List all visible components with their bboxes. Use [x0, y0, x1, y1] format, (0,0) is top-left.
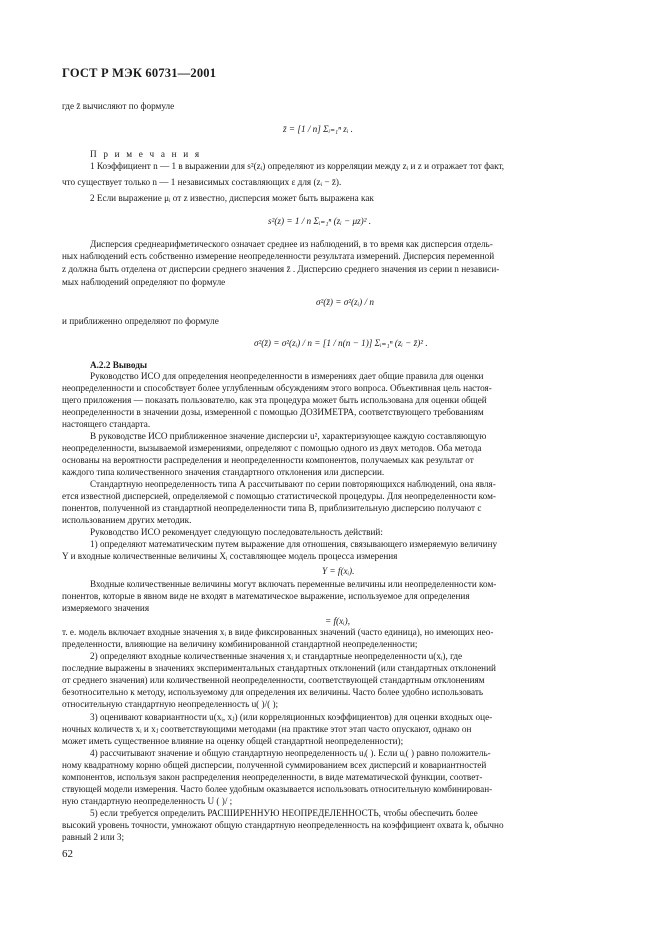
- text-line: мых наблюдений определяют по формуле: [62, 277, 226, 287]
- text-line: пределенности, влияющие на величину комбинированной стандартной неопределенности;: [62, 639, 418, 649]
- formula-mean-variance-approx: σ²(z̄) = σ²(zᵢ) / n = [1 / n(n − 1)] Σᵢ₌₁ⁿ (zᵢ − z̄)² .: [254, 338, 428, 348]
- text-line: может иметь существенное влияние на оценку общей стандартной неопределенности);: [62, 736, 404, 746]
- text-line: неопределенности, вызываемой измерениями, определяют с помощью одного из двух методов. Оба метода: [62, 443, 482, 453]
- text-line: последние выражены в значениях экспериментальных стандартных отклонений (или стандартных отклонений: [62, 663, 496, 673]
- section-heading: А.2.2 Выводы: [90, 360, 148, 370]
- page-header-title: ГОСТ Р МЭК 60731—2001: [62, 66, 217, 80]
- text-line: т. е. модель включает входные значения xᵢ в виде фиксированных значений (часто единица), но имеющих нео-: [62, 627, 494, 637]
- text-line: ному квадратному корню общей дисперсии, полученной суммированием всех дисперсий и ковариантностей: [62, 760, 487, 770]
- text-line: компонентов, используя закон распределения неопределенности, в виде математической функции, соответ-: [62, 772, 483, 782]
- text-line: ночных количеств xᵢ и xⱼ соответствующими методами (на практике этот этап часто опускают, однако он: [62, 724, 472, 734]
- text-line: измеряемого значения: [62, 603, 150, 613]
- text-line: 1) определяют математическим путем выражение для отношения, связывающего измеряемую величину: [90, 539, 498, 549]
- text-line: и приближенно определяют по формуле: [62, 316, 219, 326]
- formula-mean: z̄ = [1 / n] Σᵢ₌₁ⁿ zᵢ .: [283, 124, 353, 134]
- text-line: ется известной дисперсией, определяемой с помощью статистической процедуры. Для неопределенности ком-: [62, 491, 496, 501]
- formula-variance: s²(z) = 1 / n Σᵢ₌₁ⁿ (zᵢ − μz)² .: [268, 216, 372, 226]
- text-line: ную стандартную неопределенность U ( )/ ;: [62, 796, 233, 806]
- text-line: неопределенности в значении дозы, измеренной с помощью ДОЗИМЕТРА, соответствующего требованиям: [62, 407, 484, 417]
- text-line: от среднего значения) или количественной неопределенности, соответствующей стандартным отклонениям: [62, 675, 485, 685]
- text-line: относительную стандартную неопределенность u( )/( );: [62, 699, 279, 709]
- text-line: высокий уровень точности, умножают общую стандартную неопределенность на коэффициент охвата k, обычно: [62, 820, 504, 830]
- text-line: Y и входные количественные величины Xᵢ составляющее модель процесса измерения: [62, 551, 398, 561]
- notes-heading: П р и м е ч а н и я: [90, 149, 202, 159]
- text-line: где z̄ вычисляют по формуле: [62, 101, 175, 111]
- text-line: основаны на вероятности распределения и неопределенности компонентов, получаемых как результат от: [62, 455, 474, 465]
- text-line: 4) рассчитывают значение и общую стандартную неопределенность uᵢ( ). Если uᵢ( ) равно положитель-: [90, 748, 491, 758]
- text-line: понентов, которые в явном виде не входят в математическое выражение, используемое для определения: [62, 591, 470, 601]
- text-line: Руководство ИСО рекомендует следующую последовательность действий:: [90, 527, 383, 537]
- text-line: что существует только n — 1 независимых составляющих ε для (zᵢ − z̄).: [62, 177, 342, 187]
- text-line: настоящего стандарта.: [62, 419, 151, 429]
- text-line: неопределенности и способствует более углубленным обсуждениям этого вопроса. Объективная цель настоя-: [62, 383, 492, 393]
- text-line: использованием других методик.: [62, 515, 192, 525]
- text-line: Дисперсия среднеарифметического означает среднее из наблюдений, в то время как дисперсия отдель-: [90, 239, 493, 249]
- text-line: В руководстве ИСО приближенное значение дисперсии u², характеризующее каждую составляющую: [90, 431, 487, 441]
- formula-model: Y = f(xᵢ).: [322, 566, 355, 576]
- text-line: 2) определяют входные количественные значения xᵢ и стандартные неопределенности u(xᵢ), где: [90, 651, 463, 661]
- text-line: безотносительно к методу, используемому для определения их величины. Часто более удобно использовать: [62, 687, 484, 697]
- formula-model-short: = f(xᵢ),: [325, 616, 350, 626]
- text-line: 2 Если выражение μᵢ от z известно, дисперсия может быть выражена как: [90, 193, 374, 203]
- text-line: ствующей модели измерения. Часто более удобным оказывается использовать относительную комбинирован-: [62, 784, 493, 794]
- text-line: Входные количественные величины могут включать переменные величины или неопределенности ком-: [90, 579, 497, 589]
- page-number: 62: [62, 848, 73, 860]
- text-line: 3) оценивают ковариантности u(xᵢ, xⱼ) (или корреляционных коэффициентов) для оценки входных оце-: [90, 712, 493, 722]
- text-line: каждого типа количественного значения стандартного отклонения или дисперсии.: [62, 467, 385, 477]
- text-line: 1 Коэффициент n — 1 в выражении для s²(zᵢ) определяют из корреляции между zᵢ и z и отражает тот факт,: [90, 161, 505, 171]
- text-line: Стандартную неопределенность типа А рассчитывают по серии повторяющихся наблюдений, она явля-: [90, 479, 496, 489]
- text-line: понентов, полученной из стандартной неопределенности типа В, приблизительную дисперсию получают с: [62, 503, 482, 513]
- text-line: Руководство ИСО для определения неопределенности в измерениях дает общие правила для оценки: [90, 371, 484, 381]
- text-line: щего приложения — показать пользователю, как эта процедура может быть использована для оценки общей: [62, 395, 487, 405]
- formula-mean-variance: σ²(z̄) = σ²(zᵢ) / n: [316, 297, 374, 307]
- text-line: равный 2 или 3;: [62, 832, 125, 842]
- text-line: z должна быть отделена от дисперсии среднего значения z̄ . Дисперсию среднего значения из серии n независи-: [62, 264, 500, 274]
- text-line: 5) если требуется определить РАСШИРЕННУЮ НЕОПРЕДЕЛЕННОСТЬ, чтобы обеспечить более: [90, 808, 478, 818]
- text-line: ных наблюдений есть собственно измерение неопределенности результата измерений. Дисперсия переменной: [62, 251, 495, 261]
